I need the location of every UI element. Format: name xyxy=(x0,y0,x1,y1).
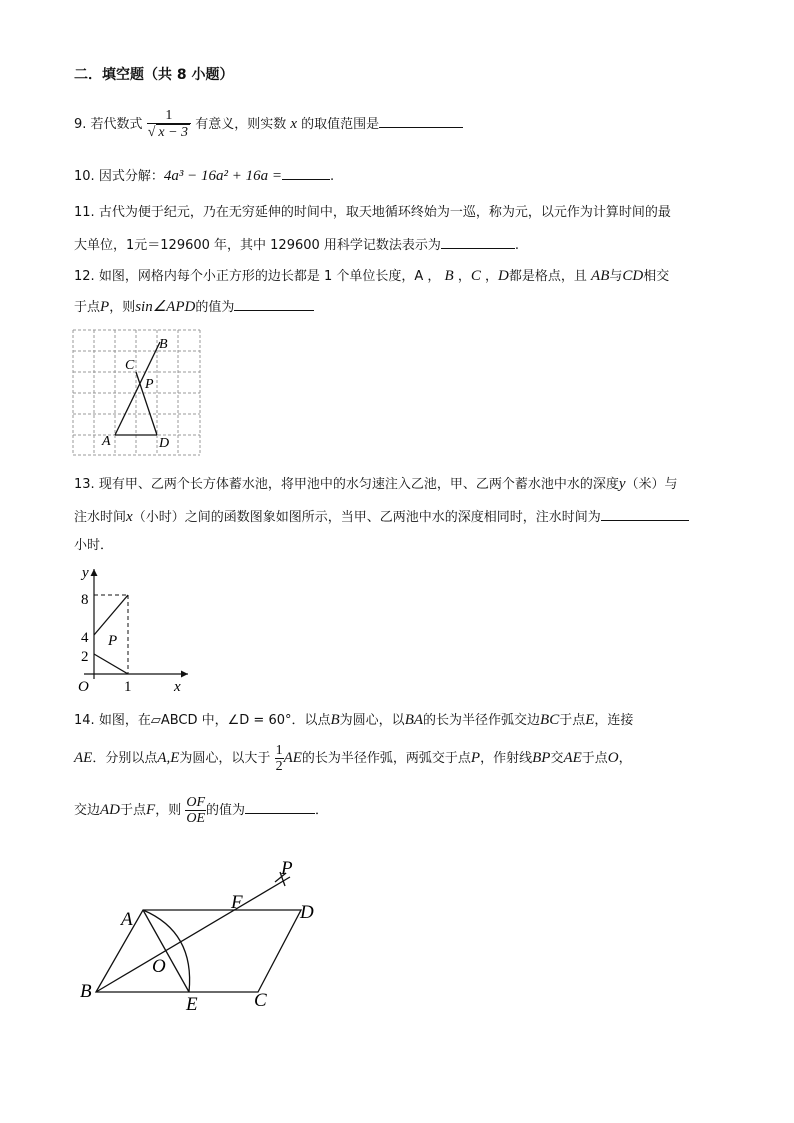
q9-text-post2: 的取值范围是 xyxy=(301,117,380,132)
q13-var-x: x xyxy=(126,509,133,525)
label-c: C xyxy=(254,990,267,1011)
label-c: C xyxy=(125,358,135,373)
q13-number: 13. xyxy=(74,477,95,492)
q13-answer-blank[interactable] xyxy=(601,508,689,521)
q14-half-den: 2 xyxy=(275,758,283,774)
q10-text-pre: 因式分解： xyxy=(98,169,164,184)
q10-end: . xyxy=(329,169,335,184)
q9-frac-num: 1 xyxy=(165,108,173,123)
q12-text-b: 都是格点，且 xyxy=(508,269,587,284)
q12-label-c: C xyxy=(470,268,481,284)
q14-text-line2e: 交 xyxy=(550,751,564,766)
question-14-line-2 xyxy=(74,740,632,777)
grid-lines xyxy=(73,330,200,455)
q13-graph-figure xyxy=(70,563,195,698)
q14-point-b: B xyxy=(330,712,340,728)
q9-var: x xyxy=(290,116,298,132)
question-14-line-1 xyxy=(74,712,633,729)
q14-text-line2c: 的长为半径作弧，两弧交于点 xyxy=(301,751,471,766)
q12-text-line2b: ，则 xyxy=(109,300,136,315)
q10-expression: 4a³ − 16a² + 16a = xyxy=(163,168,282,184)
y-axis-label: y xyxy=(82,565,89,581)
q12-segment-ab: AB xyxy=(591,268,610,284)
q12-grid-figure xyxy=(70,328,206,458)
q14-text-line1b: 为圆心，以 xyxy=(339,713,405,728)
q14-parallelogram-figure xyxy=(70,852,330,1022)
q11-line2: 大单位，1元＝129600 年，其中 129600 用科学记数法表示为 xyxy=(74,238,441,253)
q14-seg-ba: BA xyxy=(404,712,424,728)
q14-text-line2g: ， xyxy=(618,751,632,766)
q14-point-f: F xyxy=(146,802,156,818)
q14-point-o: O xyxy=(607,750,619,766)
q13-var-y: y xyxy=(618,476,626,492)
ray-bp xyxy=(96,877,290,992)
label-e: E xyxy=(186,994,198,1015)
q14-text-line3b: 于点 xyxy=(120,803,147,818)
q14-text-line2b: 为圆心，以大于 xyxy=(179,751,271,766)
q9-answer-blank[interactable] xyxy=(379,115,463,128)
q14-points-ae: A,E xyxy=(157,750,180,766)
q14-text-line3d: 的值为 xyxy=(206,803,246,818)
q14-seg-ad: AD xyxy=(100,802,121,818)
label-b: B xyxy=(80,981,92,1002)
label-a: A xyxy=(121,909,133,930)
q13-text-line1b: （米）与 xyxy=(625,477,678,492)
q12-cross: 相交 xyxy=(643,269,670,284)
q14-answer-blank[interactable] xyxy=(245,801,315,814)
q14-text-line2a: ．分别以点 xyxy=(92,751,158,766)
question-13-line-3: 小时． xyxy=(74,538,114,553)
q12-point-p: P xyxy=(100,299,110,315)
q9-number: 9. xyxy=(74,117,87,132)
label-d: D xyxy=(159,436,170,451)
q13-text-line2b: （小时）之间的函数图象如图所示，当甲、乙两池中水的深度相同时，注水时间为 xyxy=(132,510,601,525)
q14-ray-bp: BP xyxy=(532,750,551,766)
q11-line1: 古代为便于纪元，乃在无穷延伸的时间中，取天地循环终始为一巡，称为元，以元作为计算时间的最 xyxy=(98,205,671,220)
label-b: B xyxy=(159,337,168,352)
line-jia xyxy=(94,654,128,674)
question-13-line-1 xyxy=(74,476,678,493)
label-o: O xyxy=(152,956,166,977)
q13-text-line1a: 现有甲、乙两个长方体蓄水池，将甲池中的水匀速注入乙池，甲、乙两个蓄水池中水的深度 xyxy=(98,477,619,492)
q9-text-post: 有意义，则实数 xyxy=(195,117,287,132)
q10-number: 10. xyxy=(74,169,95,184)
q14-half-num: 1 xyxy=(275,742,283,758)
q14-point-e: E xyxy=(585,712,595,728)
q14-text-line1e: ，连接 xyxy=(594,713,634,728)
q14-text-line3c: ，则 xyxy=(155,803,182,818)
question-14-line-3 xyxy=(74,792,328,829)
q14-text-line2f: 于点 xyxy=(581,751,608,766)
q14-seg-ae: AE xyxy=(74,750,93,766)
section-title: 二．填空题（共 8 小题） xyxy=(74,67,234,83)
q13-text-line2a: 注水时间 xyxy=(74,510,127,525)
q14-text-line3a: 交边 xyxy=(74,803,101,818)
q14-seg-bc: BC xyxy=(540,712,560,728)
q14-seg-ae-3: AE xyxy=(563,750,582,766)
q12-text-line2a: 于点 xyxy=(74,300,101,315)
q12-sin-apd: sin∠APD xyxy=(135,299,196,315)
label-p: P xyxy=(145,377,154,392)
q14-ratio xyxy=(185,795,206,827)
label-d: D xyxy=(300,902,314,923)
q9-radicand: x − 3 xyxy=(158,125,189,140)
q12-segment-cd: CD xyxy=(622,268,644,284)
label-p: P xyxy=(281,858,293,879)
q10-answer-blank[interactable] xyxy=(282,167,330,180)
q11-end: . xyxy=(514,238,520,253)
tick-8: 8 xyxy=(81,592,89,608)
tick-2: 2 xyxy=(81,649,89,665)
q12-text-a: 如图，网格内每个小正方形的边长都是 1 个单位长度，A ， xyxy=(98,269,441,284)
label-f: F xyxy=(231,892,243,913)
question-12-line-2 xyxy=(74,298,314,316)
q12-answer-blank[interactable] xyxy=(234,298,314,311)
question-10 xyxy=(74,167,334,185)
q14-text-line2d: ，作射线 xyxy=(480,751,533,766)
q14-ratio-den: OE xyxy=(186,810,206,826)
q12-label-d: D xyxy=(498,268,509,284)
question-11-line-1 xyxy=(74,205,671,221)
q14-seg-ae-2: AE xyxy=(283,750,302,766)
origin-label: O xyxy=(78,679,89,695)
q14-text-line1a: 如图，在▱ABCD 中，∠D = 60°．以点 xyxy=(98,713,331,728)
question-9 xyxy=(74,106,463,143)
point-p-label: P xyxy=(108,633,118,649)
q14-half-fraction xyxy=(275,743,284,775)
x-axis-label: x xyxy=(174,679,181,695)
q11-answer-blank[interactable] xyxy=(441,236,515,249)
q9-fraction: $\frac{1}{√ x - 3}$ xyxy=(147,108,191,141)
question-12-line-1: 12. 如图，网格内每个小正方形的边长都是 1 个单位长度，A ， B ，C ，D都是格点，且 AB与CD相交 xyxy=(74,268,670,284)
question-13-line-2 xyxy=(74,508,689,526)
q14-ratio-num: OF xyxy=(186,794,206,810)
q14-point-p: P xyxy=(470,750,481,766)
question-11-line-2 xyxy=(74,236,519,254)
q14-text-line1d: 于点 xyxy=(559,713,586,728)
q14-text-line1c: 的长为半径作弧交边 xyxy=(423,713,541,728)
q9-text-pre: 若代数式 xyxy=(90,117,143,132)
q12-with: 与 xyxy=(609,269,623,284)
q12-text-line2c: 的值为 xyxy=(195,300,235,315)
q12-label-b: B xyxy=(444,268,454,284)
q14-number: 14. xyxy=(74,713,95,728)
label-a: A xyxy=(102,434,111,449)
q12-number: 12. xyxy=(74,269,95,284)
tick-1: 1 xyxy=(124,679,132,695)
q11-number: 11. xyxy=(74,205,95,220)
line-yi xyxy=(94,595,128,635)
q14-end: ． xyxy=(315,803,329,818)
tick-4: 4 xyxy=(81,630,89,646)
